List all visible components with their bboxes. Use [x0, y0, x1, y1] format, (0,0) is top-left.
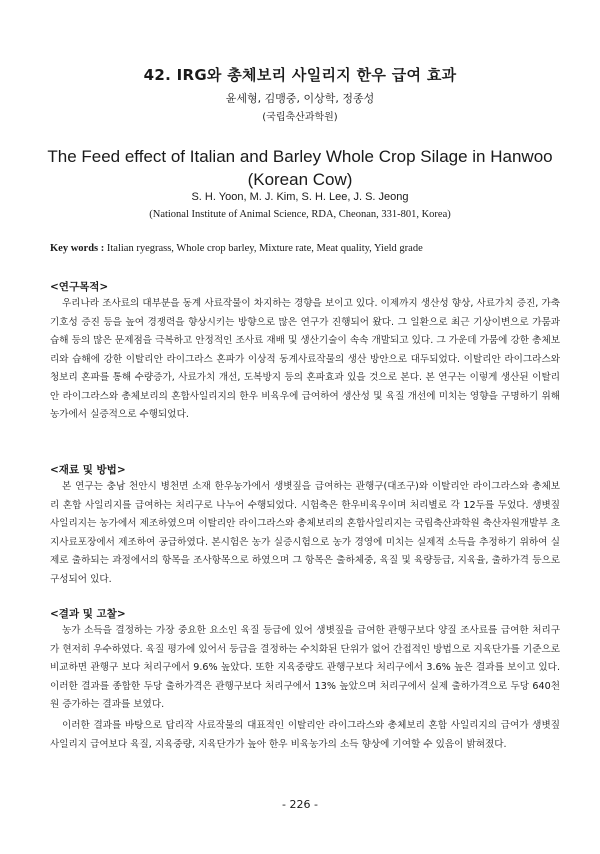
- page-number: - 226 -: [282, 798, 318, 811]
- section-heading-objective: <연구목적>: [50, 281, 109, 293]
- keywords: [50, 243, 560, 254]
- section-heading-methods: <재료 및 방법>: [50, 464, 126, 476]
- authors-english: S. H. Yoon, M. J. Kim, S. H. Lee, J. S. Jeong: [191, 191, 409, 203]
- keywords-text: Italian ryegrass, Whole crop barley, Mixture rate, Meat quality, Yield grade: [106, 243, 423, 254]
- title-korean: 42. IRG와 총체보리 사일리지 한우 급여 효과: [143, 66, 457, 84]
- affiliation-english: (National Institute of Animal Science, RDA, Cheonan, 331-801, Korea): [149, 209, 451, 220]
- authors-korean: 윤세형, 김맹중, 이상학, 정종성: [225, 92, 375, 105]
- section-body-results-1: 농가 소득을 결정하는 가장 중요한 요소인 육질 등급에 있어 생볏짚을 급여한 관행구보다 양질 조사료를 급여한 처리구가 현저히 우수하였다. 육질 평가에 있어서 등급을 결정하는 수치화된 단위가 없어 간접적인 방법으로 지육단가를 기준으로 비교하면 관행구 보다 처리구에서 9.6% 높았다. 또한 지육중량도 관행구보다 처리구에서 3.6% 높은 결과를 보이고 있다. 이러한 결과를 종합한 두당 출하가격은 관행구보다 처리구에서 13% 높았으며 처리구에서 실제 출하가격으로 두당 640천원 증가하는 결과를 보였다.: [50, 625, 560, 710]
- affiliation-korean: (국립축산과학원): [262, 112, 338, 123]
- section-heading-results: <결과 및 고찰>: [50, 608, 126, 620]
- keywords-label: Key words :: [50, 243, 105, 254]
- section-body-objective: 우리나라 조사료의 대부분을 동계 사료작물이 차지하는 경향을 보이고 있다. 이제까지 생산성 향상, 사료가치 증진, 가축 기호성 증진 등을 높여 경쟁력을 향상시키는 방향으로 많은 연구가 진행되어 왔다. 그 일환으로 최근 기상이변으로 가뭄과 습해 등의 많은 문제점을 극복하고 안정적인 조사료 재배 및 생산기술이 속속 개발되고 있다. 그 가운데 가뭄에 강한 총체보리와 습해에 강한 이탈리안 라이그라스 혼파가 이상적 동계사료작물의 생산 방안으로 대두되었다. 이탈리안 라이그라스와 청보리 혼파를 통해 수량증가, 사료가치 개선, 도복방지 등의 혼파효과 있을 것으로 본다. 본 연구는 이렇게 생산된 이탈리안 라이그라스와 총체보리의 혼합사일리지의 한우 비육우에 급여하여 생산성 및 육질 개선에 미치는 영향을 구명하기 위해 농가에서 실증적으로 수행되었다.: [50, 298, 560, 420]
- section-body-results-2: 이러한 결과를 바탕으로 답리작 사료작물의 대표적인 이탈리안 라이그라스와 총체보리 혼합 사일리지의 급여가 생볏짚 사일리지 급여보다 육질, 지육중량, 지육단가가 높아 한우 비육농가의 소득 향상에 기여할 수 있음이 밝혀졌다.: [50, 720, 560, 750]
- section-body-methods: 본 연구는 충남 천안시 병천면 소재 한우농가에서 생볏짚을 급여하는 관행구(대조구)와 이탈리안 라이그라스와 총체보리 혼합 사일리지를 급여하는 처리구로 나누어 수행되었다. 시험축은 한우비육우이며 처리별로 각 12두를 두었다. 생볏짚 사일리지는 농가에서 제조하였으며 이탈리안 라이그라스와 총체보리의 혼합사일리지는 국립축산과학원 축산자원개발부 초지사료포장에서 제조하여 공급하였다. 본시험은 농가 실증시험으로 농가 경영에 미치는 실제적 소득을 추정하기 위하여 실제로 출하되는 과정에서의 항목을 조사항목으로 하였으며 그 항목은 출하체중, 육질 및 육량등급, 지육율, 출하가격 등으로 구성되어 있다.: [50, 481, 560, 585]
- title-english: The Feed effect of Italian and Barley Whole Crop Silage in Hanwoo (Korean Cow): [47, 147, 553, 189]
